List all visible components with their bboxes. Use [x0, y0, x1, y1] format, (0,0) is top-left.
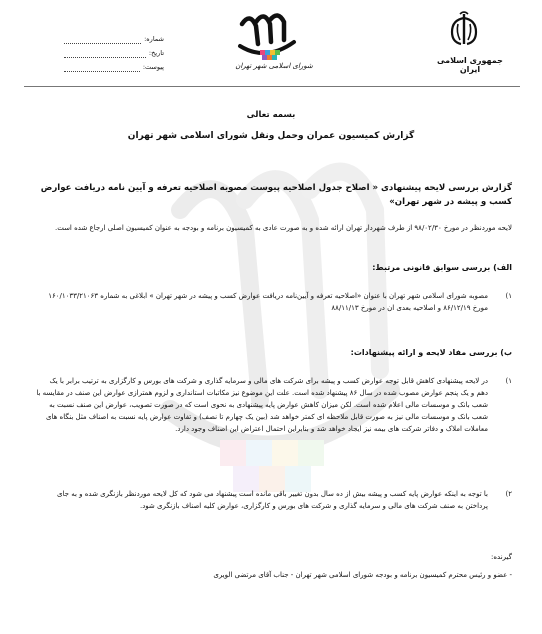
- meta-attachment-dots: [64, 63, 140, 72]
- letter-meta: [64, 32, 164, 74]
- meta-number-row: [64, 32, 164, 46]
- meta-attachment-label: پیوست:: [142, 63, 164, 71]
- report-title: گزارش کمیسیون عمران وحمل ونقل شورای اسلامی شهر تهران: [127, 131, 415, 141]
- header-divider: [24, 86, 520, 87]
- council-logo-icon: [236, 10, 300, 62]
- item-text: با توجه به اینکه عوارض پایه کسب و پیشه بیش از ده سال بدون تغییر باقی مانده است پیشنهاد می شود که کل لایحه موردنظر بازنگری شده و به جای پرداختن به صنف شرکت های مالی و سرمایه گذاری و شرکت های بورس و کارگزاری، عوارض کلیه اصناف بازنگری شود.: [57, 490, 488, 510]
- item-text: در لایحه پیشنهادی کاهش قابل توجه عوارض کسب و پیشه برای شرکت های مالی و سرمایه گذاری و شرکت های بورس و کارگزاری به ترتیب برابر با یک دهم و یک پنجم عوارض مصوب شده در سال ۸۶ پیشنهاد شده است. علت این موضوع نیز مکاتبات استانداری و لزوم همترازی عوارض این صنف در مقایسه با شعب بانک و موسسات مالی اعلام شده است. لکن میزان کاهش عوارض پایه پیشنهادی به نحوی است که در صورت تصویب، عوارض این صنف نسبت به شعب بانک و موسسات مالی نیز به صورت قابل ملاحظه ای کمتر خواهد شد (بین یک چهارم تا نصف) و تفاوت عوارض پایه نسبت به اصناف مثل بنگاه های معاملات املاک و دفاتر شرکت های بیمه نیز ایجاد خواهد شد و بنابراین احتمال اعتراض این اصناف وجود دارد.: [36, 377, 488, 433]
- item-number: ۲): [505, 490, 512, 498]
- meta-date-row: [64, 46, 164, 60]
- meta-date-label: تاریخ:: [148, 49, 164, 57]
- section-a-heading: الف) بررسی سوابق قانونی مرتبط:: [372, 263, 512, 272]
- recipients-label: گیرنده:: [491, 553, 512, 561]
- item-number: ۱): [505, 377, 512, 385]
- section-b-heading: ب) بررسی مفاد لایحه و ارائه پیشنهادات:: [350, 348, 512, 357]
- report-subject: گزارش بررسی لایحه پیشنهادی « اصلاح جدول اصلاحیه پیوست مصوبه اصلاحیه تعرفه و آیین نامه دریافت عوارض کسب و پیشه در شهر تهران»: [40, 183, 512, 207]
- item-text: مصوبه شورای اسلامی شهر تهران با عنوان «اصلاحیه تعرفه و آیین‌نامه دریافت عوارض کسب و پیشه در شهر تهران » ابلاغی به شماره ۱۶۰/۱۰۳۳/۲۱۰۶۳ مورخ ۸۶/۱۲/۱۹ و اصلاحیه بعدی ان در مورخ ۸۸/۱۱/۱۳: [48, 292, 488, 312]
- meta-number-label: شماره:: [144, 35, 164, 43]
- meta-attachment-row: [64, 60, 164, 74]
- report-intro: لایحه موردنظر در مورخ ۹۸/۰۲/۳۰ از طرف شهردار تهران ارائه شده و به صورت عادی به کمیسیون برنامه و بودجه به عنوان کمیسیون اصلی ارجاع شده است.: [54, 224, 512, 232]
- section-a-item: [36, 290, 512, 314]
- item-number: ۱): [505, 292, 512, 300]
- meta-date-dots: [64, 49, 146, 58]
- basmala: بسمه تعالی: [246, 110, 296, 120]
- meta-number-dots: [64, 35, 141, 44]
- emblem-caption: جمهوری اسلامی ایران: [437, 56, 503, 74]
- logo-caption: شورای اسلامی شهر تهران: [235, 62, 313, 70]
- recipient-item: - عضو و رئیس محترم کمیسیون برنامه و بودجه شورای اسلامی شهر تهران - جناب آقای مرتضی الویری: [213, 571, 512, 579]
- section-b-item: [36, 375, 512, 435]
- section-b-item: [36, 488, 512, 512]
- iran-emblem-icon: [446, 10, 482, 50]
